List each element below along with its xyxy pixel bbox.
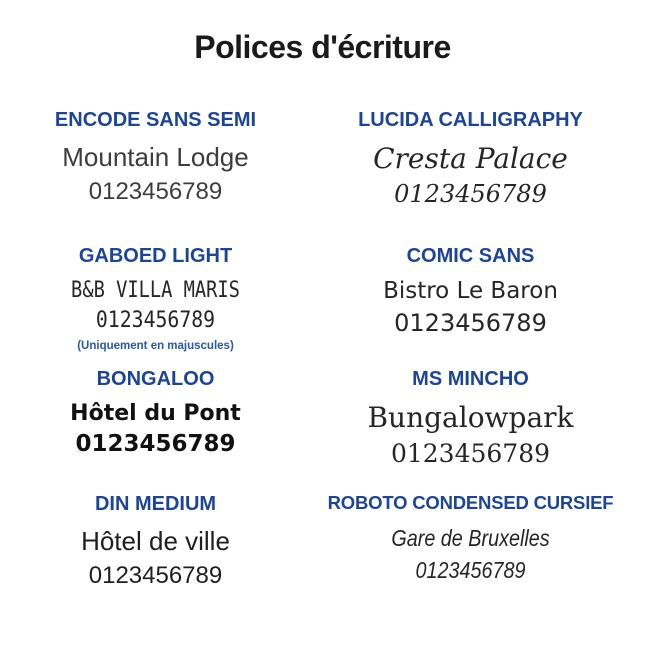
font-sample-text: Cresta Palace xyxy=(373,142,568,176)
font-sample-grid xyxy=(8,109,638,623)
font-sample-digits: 0123456789 xyxy=(390,439,551,469)
font-name: MS MINCHO xyxy=(412,368,529,391)
font-name: ENCODE SANS SEMI xyxy=(54,109,257,132)
font-sample-text: Bungalowpark xyxy=(367,401,574,435)
font-block-roboto-condensed-cursief xyxy=(303,493,638,583)
font-block-gaboed-light xyxy=(8,245,303,352)
font-block-ms-mincho xyxy=(303,368,638,468)
font-sample-digits: 0123456789 xyxy=(88,562,223,590)
font-sample-text: Hôtel du Pont xyxy=(70,401,241,427)
font-name: COMIC SANS xyxy=(406,245,535,268)
font-name: LUCIDA CALLIGRAPHY xyxy=(358,109,583,132)
font-sample-digits: 0123456789 xyxy=(95,308,216,334)
font-name: DIN MEDIUM xyxy=(94,493,217,516)
font-block-bongaloo xyxy=(8,368,303,457)
font-block-comic-sans xyxy=(303,245,638,337)
font-block-lucida-calligraphy xyxy=(303,109,638,208)
font-sample-text: Gare de Bruxelles xyxy=(391,524,550,551)
font-sample-digits: 0123456789 xyxy=(88,178,223,206)
font-sample-digits: 0123456789 xyxy=(394,309,547,338)
font-sample-text: Hôtel de ville xyxy=(81,526,230,557)
font-block-din-medium xyxy=(8,493,303,590)
page-title: Polices d'écriture xyxy=(194,29,451,65)
font-sample-digits: 0123456789 xyxy=(75,431,236,458)
font-block-encode-sans-semi xyxy=(8,109,303,206)
font-sample-text: Bistro Le Baron xyxy=(383,278,558,305)
font-name: ROBOTO CONDENSED CURSIEF xyxy=(327,492,614,514)
font-sample-digits: 0123456789 xyxy=(394,180,547,209)
font-sample-text: Mountain Lodge xyxy=(62,142,249,173)
font-sample-text: B&B VILLA MARIS xyxy=(71,278,240,304)
font-name: BONGALOO xyxy=(96,368,215,391)
uppercase-only-note: (Uniquement en majuscules) xyxy=(77,340,234,353)
font-sample-digits: 0123456789 xyxy=(415,556,526,583)
font-name: GABOED LIGHT xyxy=(78,245,233,268)
